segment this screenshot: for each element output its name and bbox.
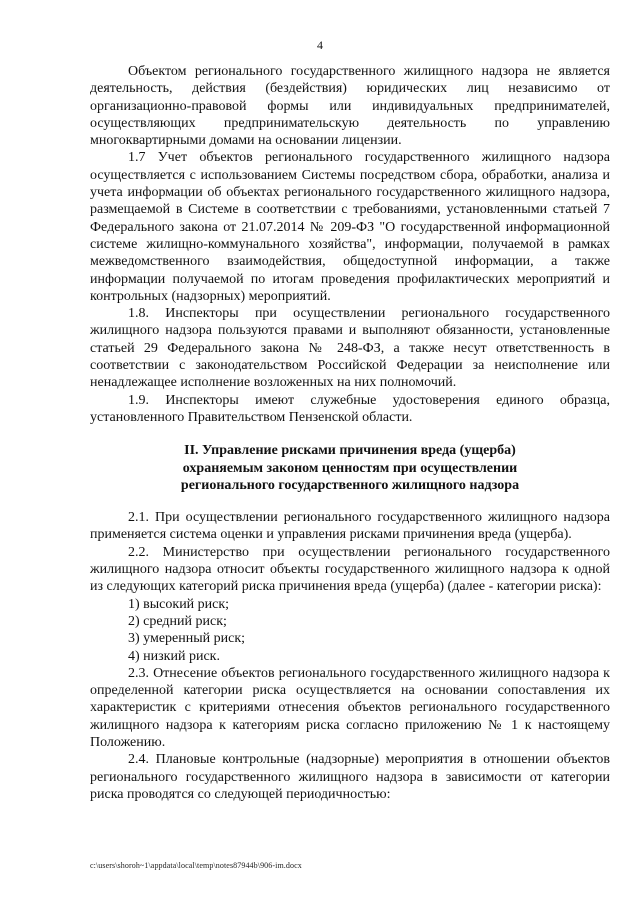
footer-file-path: c:\users\shoroh~1\appdata\local\temp\notes87944b\906-im.docx	[90, 861, 302, 870]
paragraph-2-2: 2.2. Министерство при осуществлении регионального государственного жилищного надзора относит объекты государственного жилищного надзора к одной из следующих категорий риска причинения вреда (ущерба) (далее - категории риска):	[90, 544, 610, 595]
page-number: 4	[317, 38, 323, 52]
document-body	[90, 63, 610, 803]
paragraph-2-4: 2.4. Плановые контрольные (надзорные) мероприятия в отношении объектов регионального государственного жилищного надзора в зависимости от категории риска проводятся со следующей периодичностью:	[90, 752, 610, 802]
section-heading-line3: регионального государственного жилищного надзора	[180, 477, 520, 493]
list-item-risk-moderate: 3) умеренный риск;	[128, 631, 246, 647]
section-heading	[90, 442, 610, 494]
paragraph-1-9-line2: установленного Правительством Пензенской области.	[90, 409, 413, 425]
paragraph-1-7: 1.7 Учет объектов регионального государственного жилищного надзора осуществляется с использованием Системы посредством сбора, обработки, анализа и учета информации об объектах регионального государственного жилищного надзора, размещаемой в Системе в соответствии с требованиями, установленными статьей 7 Федерального закона от 21.07.2014 № 209-ФЗ "О государственной информационной системе жилищно-коммунального хозяйства", информации, получаемой в рамках межведомственного взаимодействия, общедоступной информации, а также информации получаемой по итогам проведения профилактических мероприятий и контрольных (надзорных) мероприятий.	[90, 150, 610, 304]
paragraph-1-8: 1.8. Инспекторы при осуществлении регионального государственного жилищного надзора пользуются правами и выполняют обязанности, установленные статьей 29 Федерального закона № 248-ФЗ, а также несут ответственность в соответствии с законодательством Российской Федерации за неисполнение или ненадлежащее исполнение возложенных на них полномочий.	[90, 306, 610, 391]
section-heading-line1: II. Управление рисками причинения вреда (ущерба)	[184, 443, 516, 459]
paragraph-1-9-line1: 1.9. Инспекторы имеют служебные удостоверения единого образца,	[128, 392, 610, 408]
paragraph-object-scope: Объектом регионального государственного жилищного надзора не является деятельность, действия (бездействия) юридических лиц независимо от организационно-правовой формы или индивидуальных предпринимателей, осуществляющих предпринимательскую деятельность по управлению многоквартирными домами на основании лицензии.	[90, 64, 610, 149]
paragraph-2-3: 2.3. Отнесение объектов регионального государственного жилищного надзора к определенной категории риска осуществляется на основании сопоставления их характеристик с критериями отнесения объектов регионального государственного жилищного надзора к категориям риска согласно приложению № 1 к настоящему Положению.	[90, 665, 610, 750]
list-item-risk-medium: 2) средний риск;	[128, 613, 227, 629]
paragraph-2-1: 2.1. При осуществлении регионального государственного жилищного надзора применяется система оценки и управления рисками причинения вреда (ущерба).	[90, 510, 610, 543]
list-item-risk-high: 1) высокий риск;	[128, 596, 230, 612]
section-heading-line2: охраняемым законом ценностям при осуществлении	[182, 460, 518, 476]
list-item-risk-low: 4) низкий риск.	[128, 648, 220, 664]
